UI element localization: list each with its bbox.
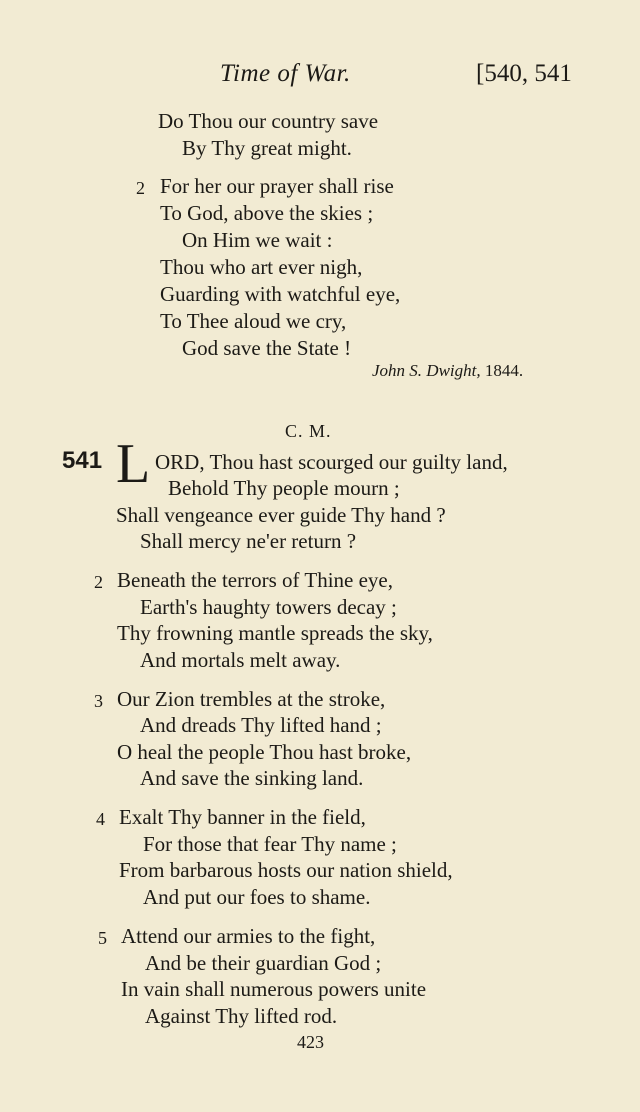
hymn541-verse-number: 3 — [94, 691, 103, 711]
page-number: 423 — [297, 1032, 324, 1052]
hymn540-v2-line: On Him we wait : — [182, 228, 333, 252]
hymn541-v5-line: And be their guardian God ; — [145, 951, 382, 975]
hymn541-number: 541 — [62, 447, 103, 474]
hymn541-verse-number: 2 — [94, 572, 103, 592]
hymn541-v5-line: Attend our armies to the fight, — [121, 924, 376, 948]
hymn541-meter: C. M. — [285, 421, 332, 441]
hymn541-v5-line: Against Thy lifted rod. — [145, 1004, 338, 1028]
running-head-title: Time of War. — [220, 60, 351, 87]
hymn541-v2-line: And mortals melt away. — [140, 648, 341, 672]
hymn540-v2-line: To Thee aloud we cry, — [160, 309, 347, 333]
hymn540-v2-line: For her our prayer shall rise — [160, 174, 394, 198]
hymn541-v3-line: O heal the people Thou hast broke, — [117, 740, 412, 764]
hymn541-v3-line: And dreads Thy lifted hand ; — [140, 713, 382, 737]
hymn540-v2-line: God save the State ! — [182, 336, 352, 360]
hymn541-v4-line: And put our foes to shame. — [143, 885, 371, 909]
hymn541-verse-number: 4 — [96, 809, 105, 829]
hymn540-v2-line: To God, above the skies ; — [160, 201, 374, 225]
hymn540-v2-line: Thou who art ever nigh, — [160, 255, 363, 279]
hymn541-v1-first-line: ORD, Thou hast scourged our guilty land, — [155, 450, 508, 474]
hymn541-v4-line: For those that fear Thy name ; — [143, 832, 397, 856]
hymn541-dropcap: L — [116, 433, 151, 495]
hymn540-v1-line: Do Thou our country save — [158, 109, 379, 133]
hymn541-v1-line: Behold Thy people mourn ; — [168, 476, 400, 500]
attribution-year: 1844. — [484, 361, 524, 380]
hymn540-verse-number: 2 — [136, 178, 145, 198]
hymn541-v3-line: And save the sinking land. — [140, 766, 364, 790]
hymn541-v3-line: Our Zion trembles at the stroke, — [117, 687, 386, 711]
hymn540-v2-line: Guarding with watchful eye, — [160, 282, 401, 306]
hymn541-v1-line: Shall vengeance ever guide Thy hand ? — [116, 503, 446, 527]
hymn541-v4-line: Exalt Thy banner in the field, — [119, 805, 366, 829]
hymn541-v2-line: Thy frowning mantle spreads the sky, — [117, 621, 433, 645]
attribution-author: John S. Dwight, — [372, 361, 481, 380]
hymn541-v2-line: Beneath the terrors of Thine eye, — [117, 568, 394, 592]
hymn541-v1-line: Shall mercy ne'er return ? — [140, 529, 357, 553]
hymn541-v2-line: Earth's haughty towers decay ; — [140, 595, 397, 619]
hymn541-verse-number: 5 — [98, 928, 107, 948]
hymn541-v4-line: From barbarous hosts our nation shield, — [119, 858, 453, 882]
hymn540-attribution — [372, 361, 523, 381]
running-head-numbers: [540, 541 — [476, 60, 572, 87]
hymn540-v1-line: By Thy great might. — [182, 136, 352, 160]
hymn541-v5-line: In vain shall numerous powers unite — [121, 977, 427, 1001]
